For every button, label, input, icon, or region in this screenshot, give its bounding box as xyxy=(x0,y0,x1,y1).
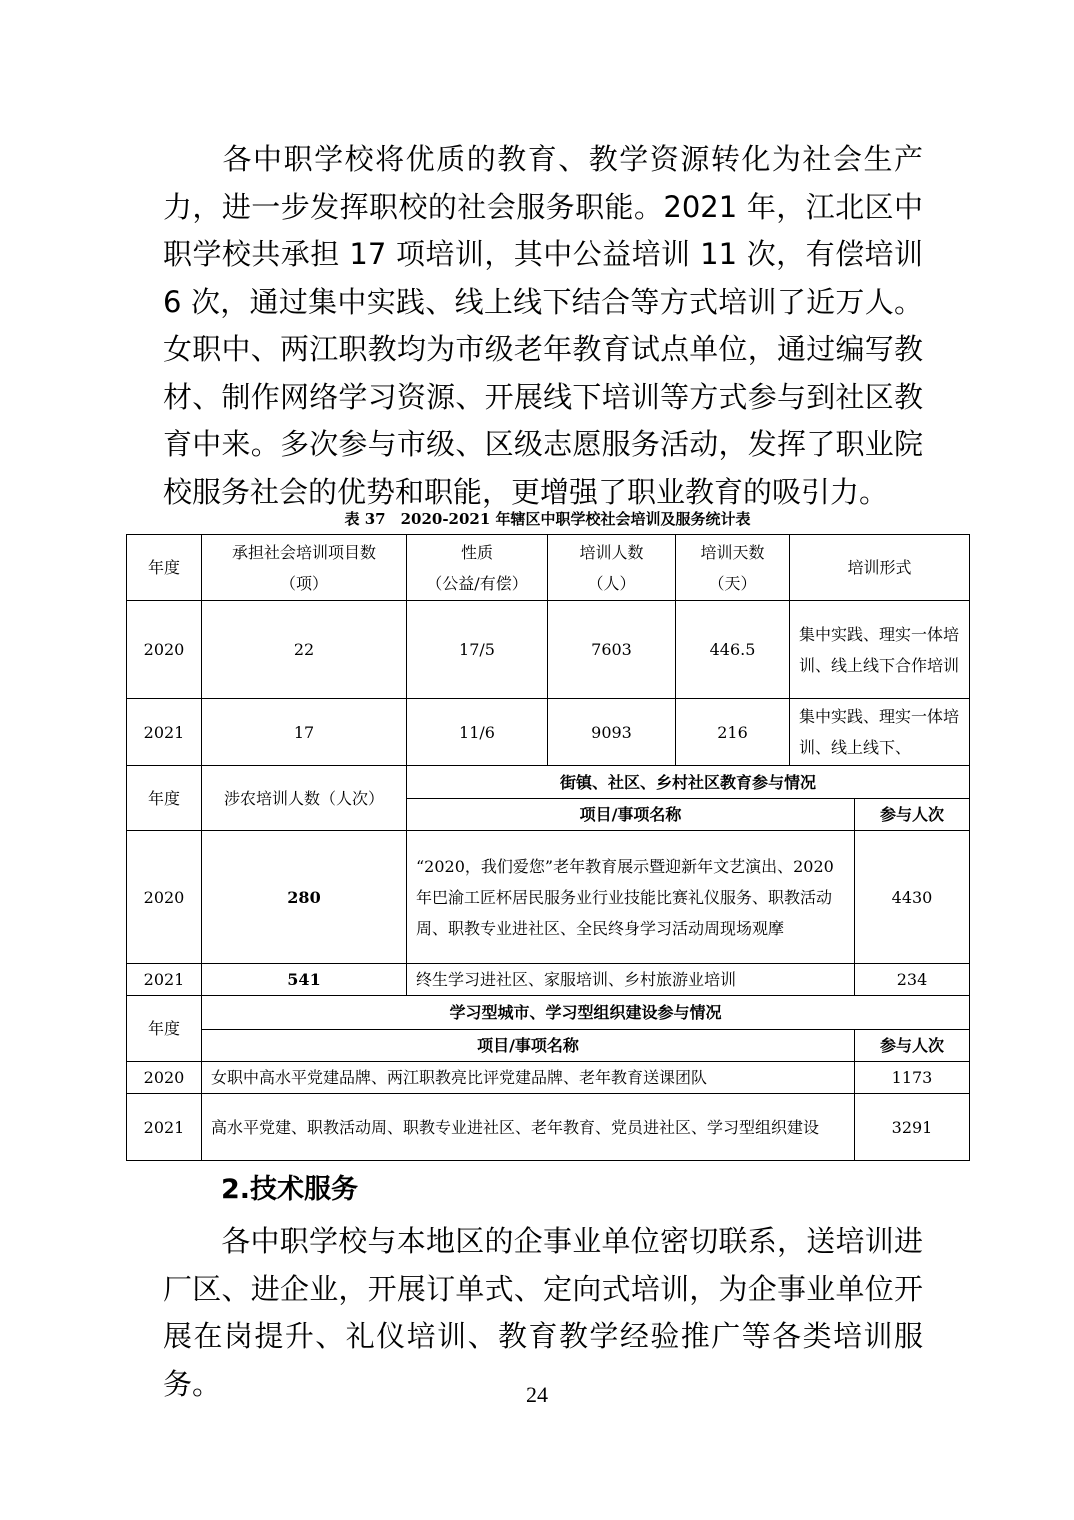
cell-days: 446.5 xyxy=(676,601,790,699)
table-row xyxy=(127,964,970,996)
cell-agri: 541 xyxy=(202,964,407,996)
intro-paragraph: 各中职学校将优质的教育、教学资源转化为社会生产力，进一步发挥职校的社会服务职能。2021 年，江北区中职学校共承担 17 项培训，其中公益培训 11 次，有偿培训 6 次，通过集中实践、线上线下结合等方式培训了近万人。女职中、两江职教均为市级老年教育试点单位，通过编写教材、制作网络学习资源、开展线下培训等方式参与到社区教育中来。多次参与市级、区级志愿服务活动，发挥了职业院校服务社会的优势和职能，更增强了职业教育的吸引力。 xyxy=(163,142,923,509)
table-row xyxy=(127,1062,970,1094)
cell-people: 9093 xyxy=(548,699,676,766)
header-year: 年度 xyxy=(127,996,202,1062)
header-learning-group: 学习型城市、学习型组织建设参与情况 xyxy=(202,996,970,1030)
header-participants: 参与人次 xyxy=(855,1030,970,1062)
header-people: 培训人数 （人） xyxy=(548,535,676,601)
cell-form: 集中实践、理实一体培训、线上线下、 xyxy=(790,699,970,766)
cell-year: 2020 xyxy=(127,1062,202,1094)
page-number: 24 xyxy=(526,1382,548,1407)
cell-projects: 22 xyxy=(202,601,407,699)
cell-people: 7603 xyxy=(548,601,676,699)
header-days: 培训天数 （天） xyxy=(676,535,790,601)
cell-project: 女职中高水平党建品牌、两江职教亮比评党建品牌、老年教育送课团队 xyxy=(202,1062,855,1094)
table-row xyxy=(127,831,970,964)
header-projects: 承担社会培训项目数 （项） xyxy=(202,535,407,601)
cell-participants: 234 xyxy=(855,964,970,996)
cell-year: 2021 xyxy=(127,964,202,996)
header-agri: 涉农培训人数（人次） xyxy=(202,766,407,831)
cell-nature: 11/6 xyxy=(407,699,548,766)
cell-participants: 4430 xyxy=(855,831,970,964)
header-form: 培训形式 xyxy=(790,535,970,601)
header-community-group: 街镇、社区、乡村社区教育参与情况 xyxy=(407,766,970,799)
header-project-name: 项目/事项名称 xyxy=(202,1030,855,1062)
cell-year: 2021 xyxy=(127,1094,202,1161)
table3-subheader-row xyxy=(127,1030,970,1062)
table3-header-row xyxy=(127,996,970,1030)
cell-participants: 3291 xyxy=(855,1094,970,1161)
tech-service-paragraph: 各中职学校与本地区的企事业单位密切联系，送培训进厂区、进企业，开展订单式、定向式培训，为企事业单位开展在岗提升、礼仪培训、教育教学经验推广等各类培训服务。 xyxy=(163,1224,923,1401)
header-year: 年度 xyxy=(127,766,202,831)
cell-year: 2020 xyxy=(127,601,202,699)
table1-header-row xyxy=(127,535,970,601)
cell-project: 终生学习进社区、家服培训、乡村旅游业培训 xyxy=(407,964,855,996)
header-project-name: 项目/事项名称 xyxy=(407,799,855,831)
table-row xyxy=(127,1094,970,1161)
table-row xyxy=(127,601,970,699)
cell-nature: 17/5 xyxy=(407,601,548,699)
cell-participants: 1173 xyxy=(855,1062,970,1094)
cell-agri: 280 xyxy=(202,831,407,964)
header-participants: 参与人次 xyxy=(855,799,970,831)
table-caption: 表 37 2020-2021 年辖区中职学校社会培训及服务统计表 xyxy=(344,510,751,528)
header-year: 年度 xyxy=(127,535,202,601)
table2-header-row xyxy=(127,766,970,799)
cell-project: 高水平党建、职教活动周、职教专业进社区、老年教育、党员进社区、学习型组织建设 xyxy=(202,1094,855,1161)
cell-days: 216 xyxy=(676,699,790,766)
training-statistics-table xyxy=(126,534,970,1161)
cell-year: 2020 xyxy=(127,831,202,964)
section-heading: 2.技术服务 xyxy=(221,1174,359,1205)
cell-projects: 17 xyxy=(202,699,407,766)
header-nature: 性质 （公益/有偿） xyxy=(407,535,548,601)
table-row xyxy=(127,699,970,766)
cell-form: 集中实践、理实一体培训、线上线下合作培训 xyxy=(790,601,970,699)
cell-project: “2020，我们爱您”老年教育展示暨迎新年文艺演出、2020 年巴渝工匠杯居民服务业行业技能比赛礼仪服务、职教活动周、职教专业进社区、全民终身学习活动周现场观摩 xyxy=(407,831,855,964)
cell-year: 2021 xyxy=(127,699,202,766)
